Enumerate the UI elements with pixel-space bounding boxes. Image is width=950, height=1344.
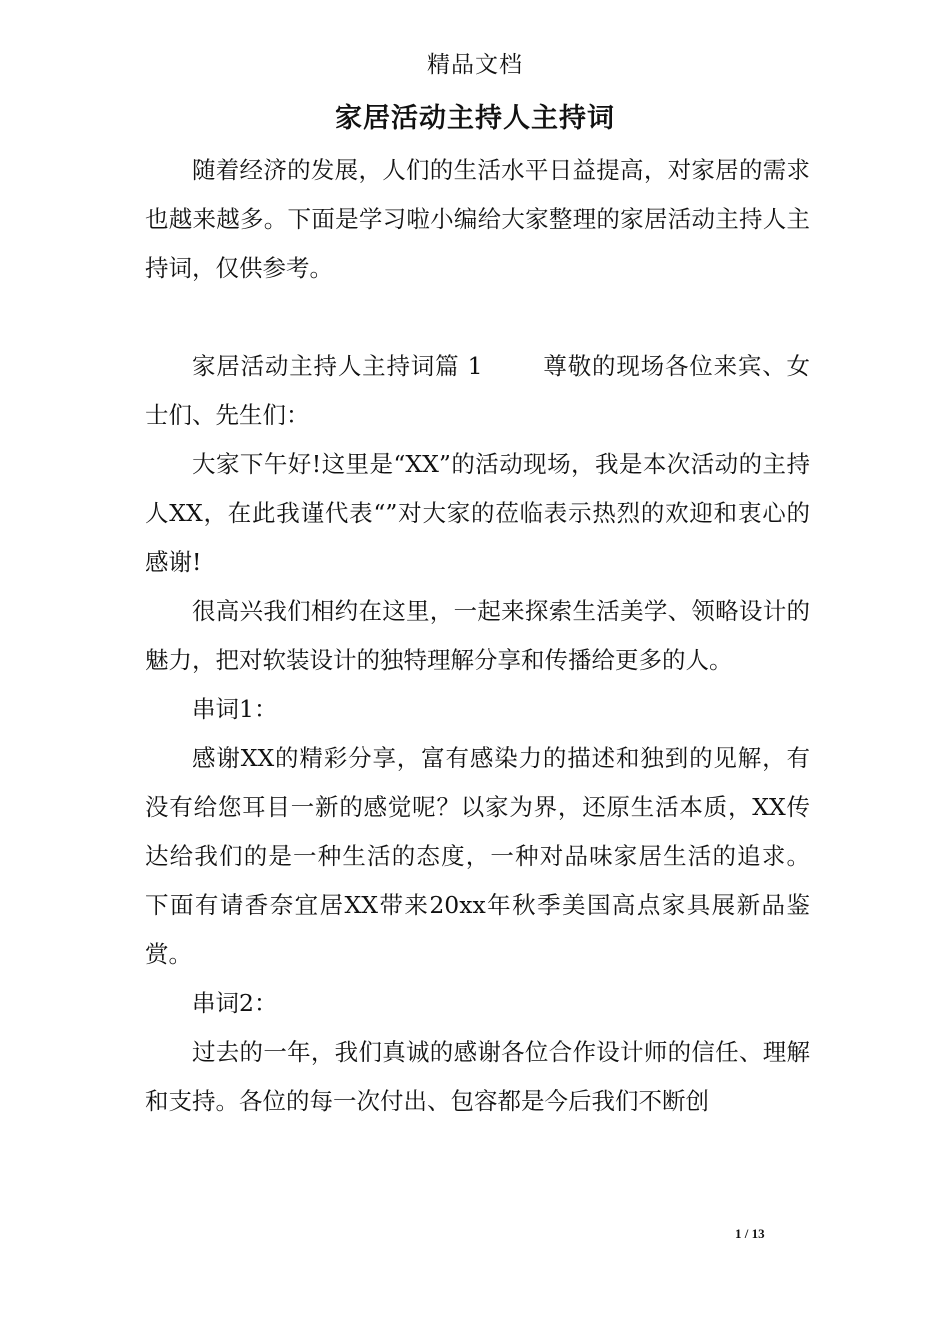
section-heading: 家居活动主持人主持词篇 1 (192, 352, 483, 380)
body-paragraph: 过去的一年，我们真诚的感谢各位合作设计师的信任、理解和支持。各位的每一次付出、包容都是今后我们不断创 (145, 1038, 810, 1115)
page-header: 精品文档 (427, 52, 523, 78)
document-body (145, 146, 810, 1126)
page-number: 1 / 13 (735, 1226, 765, 1241)
section-opening-paragraph (145, 342, 810, 440)
intro-paragraph: 随着经济的发展，人们的生活水平日益提高，对家居的需求也越来越多。下面是学习啦小编给大家整理的家居活动主持人主持词，仅供参考。 (145, 156, 810, 282)
body-paragraph: 大家下午好!这里是“XX”的活动现场，我是本次活动的主持人XX，在此我谨代表“”对大家的莅临表示热烈的欢迎和衷心的感谢! (145, 450, 810, 576)
document-title: 家居活动主持人主持词 (335, 103, 615, 134)
body-paragraph: 串词2： (192, 989, 278, 1017)
body-paragraph: 很高兴我们相约在这里，一起来探索生活美学、领略设计的魅力，把对软装设计的独特理解分享和传播给更多的人。 (145, 597, 810, 674)
section-first-line: 尊敬的现场各位来宾、女士们、先生们： (145, 352, 811, 429)
body-paragraph: 串词1： (192, 695, 278, 723)
spacer (145, 293, 810, 342)
body-paragraph: 感谢XX的精彩分享，富有感染力的描述和独到的见解，有没有给您耳目一新的感觉呢？以家为界，还原生活本质，XX传达给我们的是一种生活的态度，一种对品味家居生活的追求。 下面有请香奈宜居XX带来20xx年秋季美国高点家具展新品鉴赏。 (145, 744, 810, 968)
